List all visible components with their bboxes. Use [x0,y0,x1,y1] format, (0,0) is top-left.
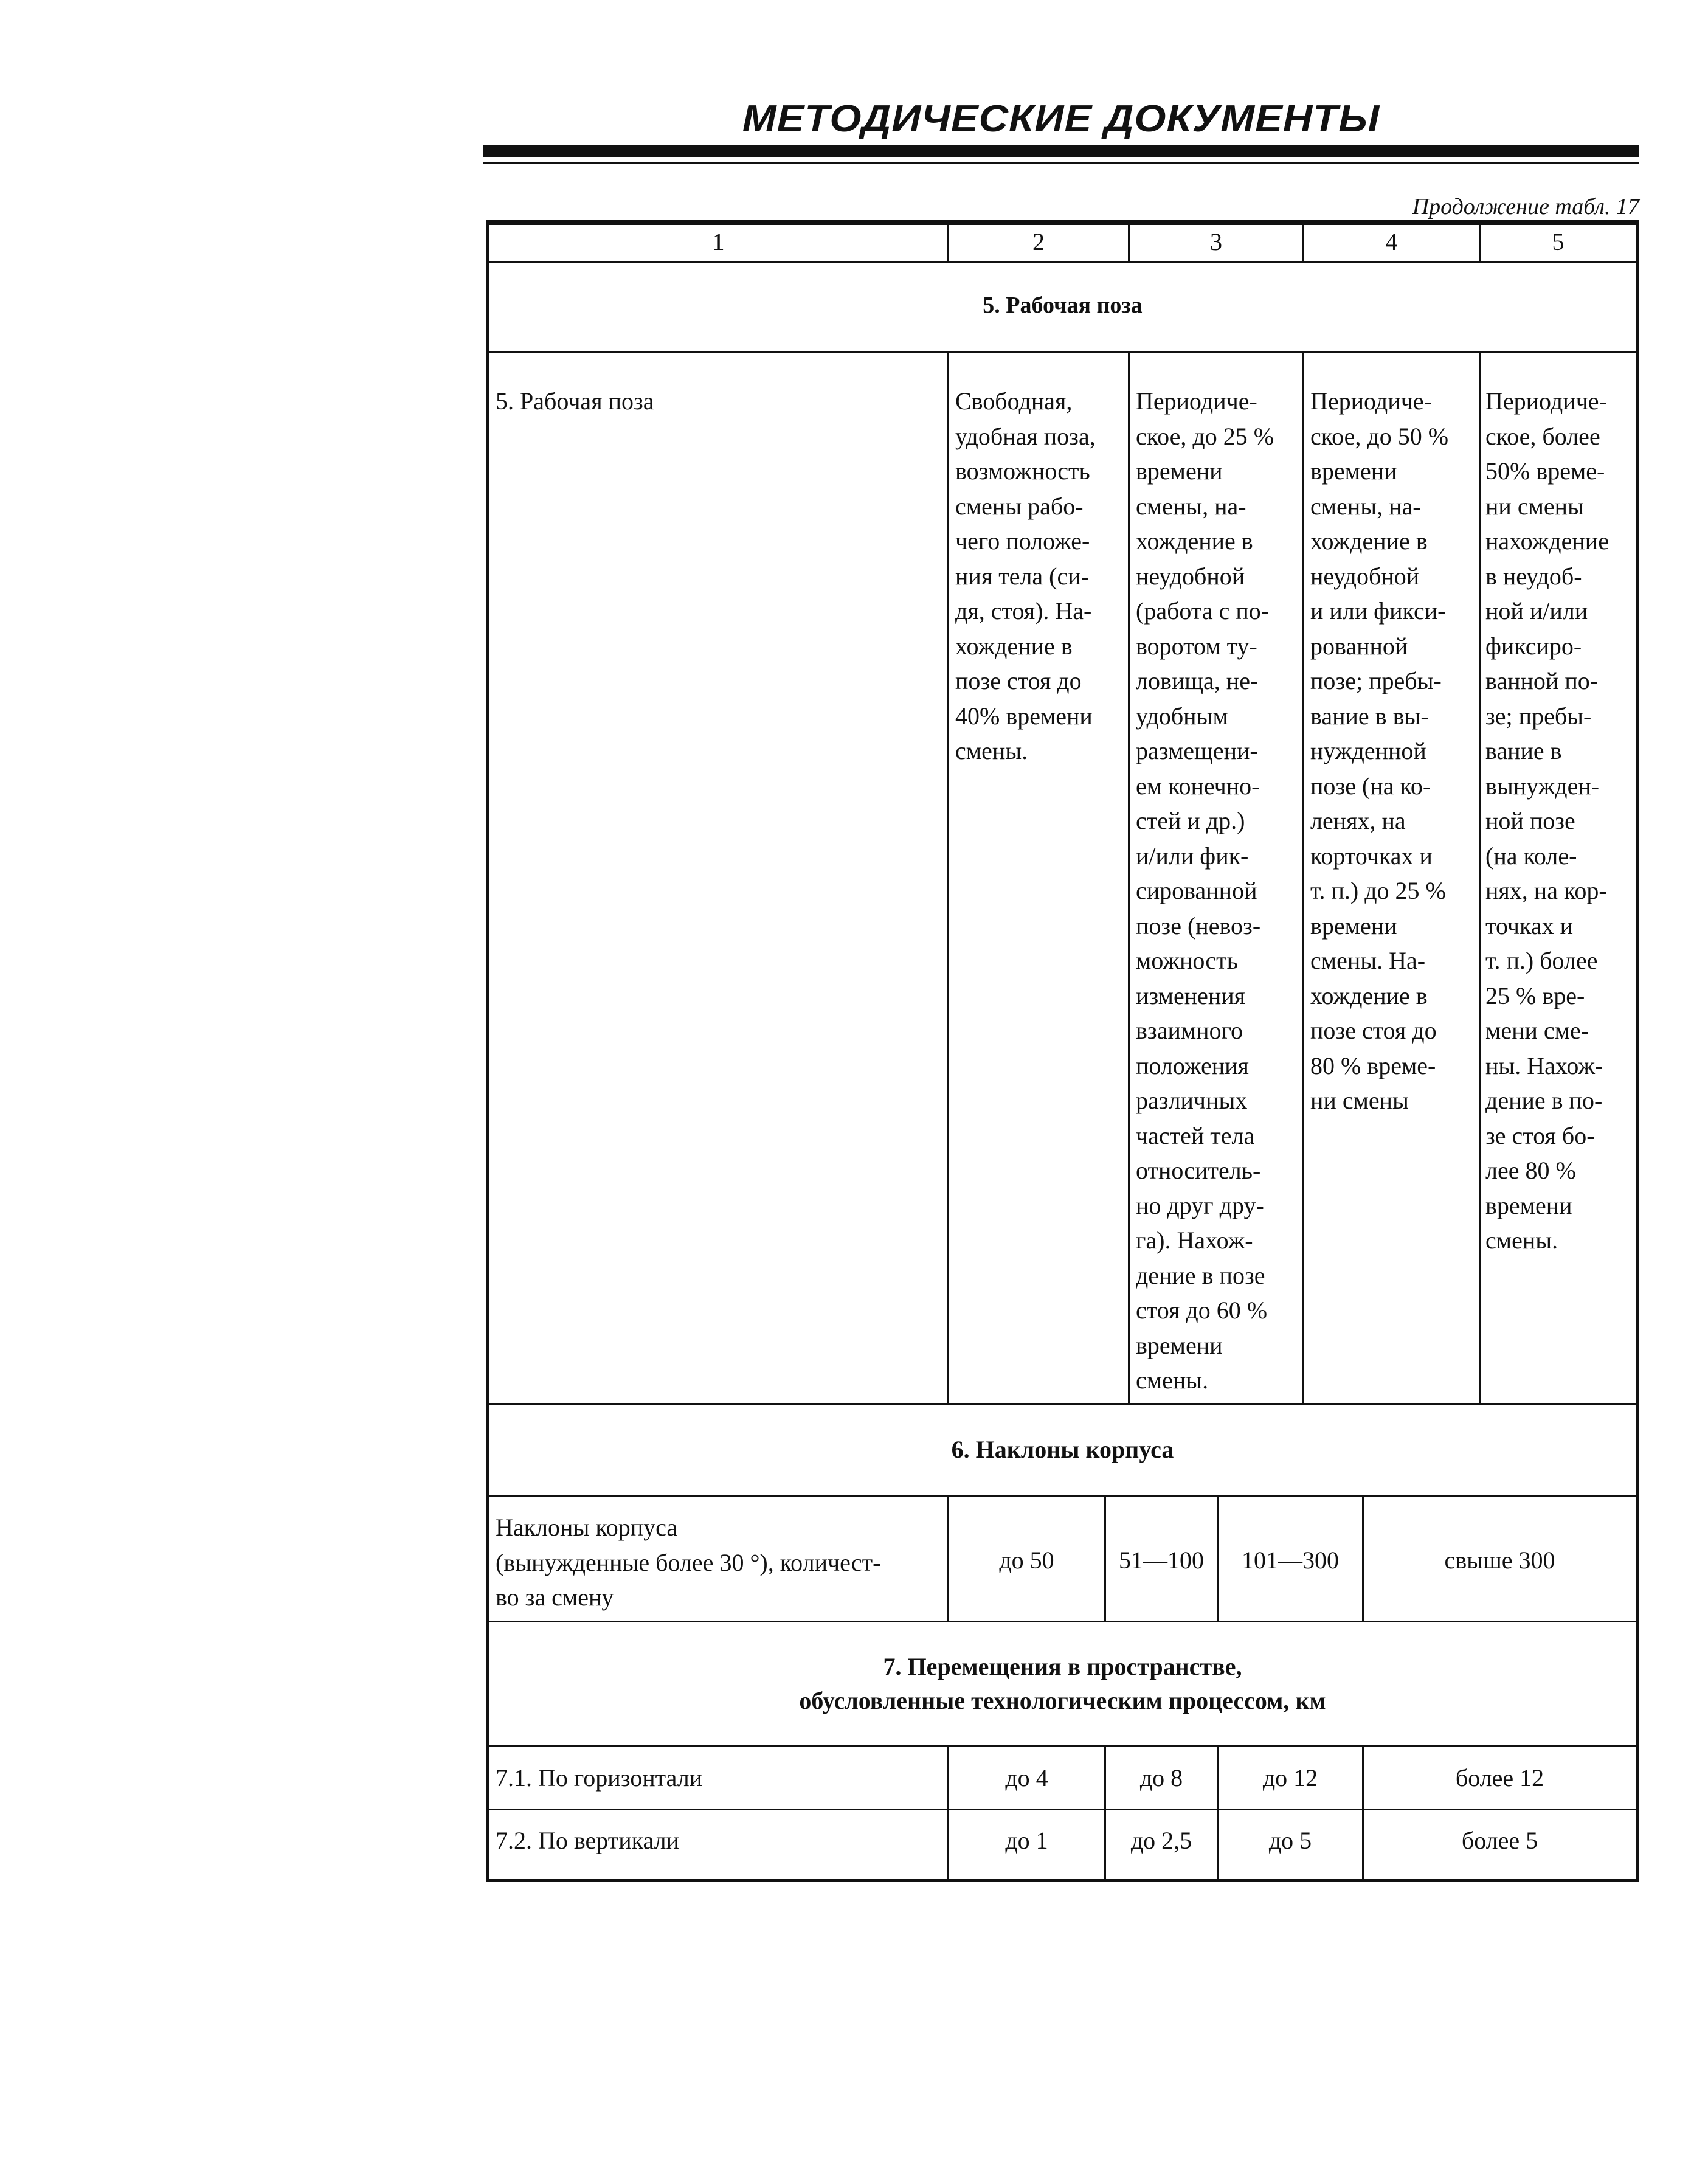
column-number: 2 [1032,228,1045,255]
column-number: 1 [712,228,725,255]
row-divider [489,1809,1636,1810]
row-label: 7.2. По вертикали [496,1827,679,1854]
document-header [483,97,1639,141]
page-title: МЕТОДИЧЕСКИЕ ДОКУМЕНТЫ [742,98,1380,140]
table-cell: до 8 [1139,1764,1183,1792]
section-title: обусловленные технологическим процессом, км [799,1687,1326,1714]
header-rule-thin [483,162,1639,164]
table-cell: до 5 [1268,1827,1312,1854]
section-title: 5. Рабочая поза [983,293,1143,318]
row-label: 5. Рабочая поза [496,387,654,415]
table-cell: свыше 300 [1444,1546,1555,1574]
table-cell: более 12 [1455,1764,1544,1792]
section-title: 6. Наклоны корпуса [951,1436,1174,1463]
table-cell: Периодиче- ское, до 50 % времени смены, на- хождение в неудобной и или фикси- рованной позе; пребы- вание в вы- нужденной позе (на ко- ленях, на корточках и т. п.) до 25 % времени смены. На- хождение в позе стоя до 80 % време- ни смены [1310,387,1449,1114]
table-cell: до 1 [1005,1827,1048,1854]
section-title: 7. Перемещения в пространстве, [883,1653,1242,1680]
row-divider [489,1621,1636,1622]
table-cell: более 5 [1461,1827,1538,1854]
table-cell: Периодиче- ское, более 50% време- ни смены нахождение в неудоб- ной и/или фиксиро- ванной по- зе; пребы- вание в вынужден- ной позе (на коле- нях, на кор- точках и т. п.) более 25 % вре- мени сме- ны. Нахож- дение в по- зе стоя бо- лее 80 % времени смены. [1485,387,1609,1254]
table-cell: до 4 [1005,1764,1048,1792]
row-divider [489,261,1636,263]
row-divider [489,1495,1636,1497]
header-rule-thick [483,145,1639,157]
table-continuation-caption: Продолжение табл. 17 [1412,194,1639,220]
row-divider [489,223,1636,225]
column-number: 5 [1552,228,1565,255]
column-number: 3 [1210,228,1222,255]
row-label: Наклоны корпуса (вынужденные более 30 °), количест- во за смену [496,1514,881,1611]
table-cell: 101—300 [1242,1546,1339,1574]
table-cell: Свободная, удобная поза, возможность смены рабо- чего положе- ния тела (си- дя, стоя). На- хождение в позе стоя до 40% времени смены. [955,387,1096,764]
row-divider [489,1745,1636,1747]
column-number: 4 [1385,228,1398,255]
table-cell: 51—100 [1119,1546,1204,1574]
row-divider [489,1403,1636,1405]
table-cell: до 12 [1262,1764,1318,1792]
row-label: 7.1. По горизонтали [496,1764,703,1792]
table-17 [486,220,1639,1882]
row-divider [489,351,1636,353]
table-cell: до 2,5 [1130,1827,1192,1854]
table-cell: до 50 [999,1546,1054,1574]
table-cell: Периодиче- ское, до 25 % времени смены, на- хождение в неудобной (работа с по- воротом ту- ловища, не- удобным размещени- ем конечно- стей и др.) и/или фик- сированной позе (невоз- можность изменения взаимного положения различных частей тела относитель- но друг дру- га). Нахож- дение в позе стоя до 60 % времени смены. [1136,387,1274,1394]
